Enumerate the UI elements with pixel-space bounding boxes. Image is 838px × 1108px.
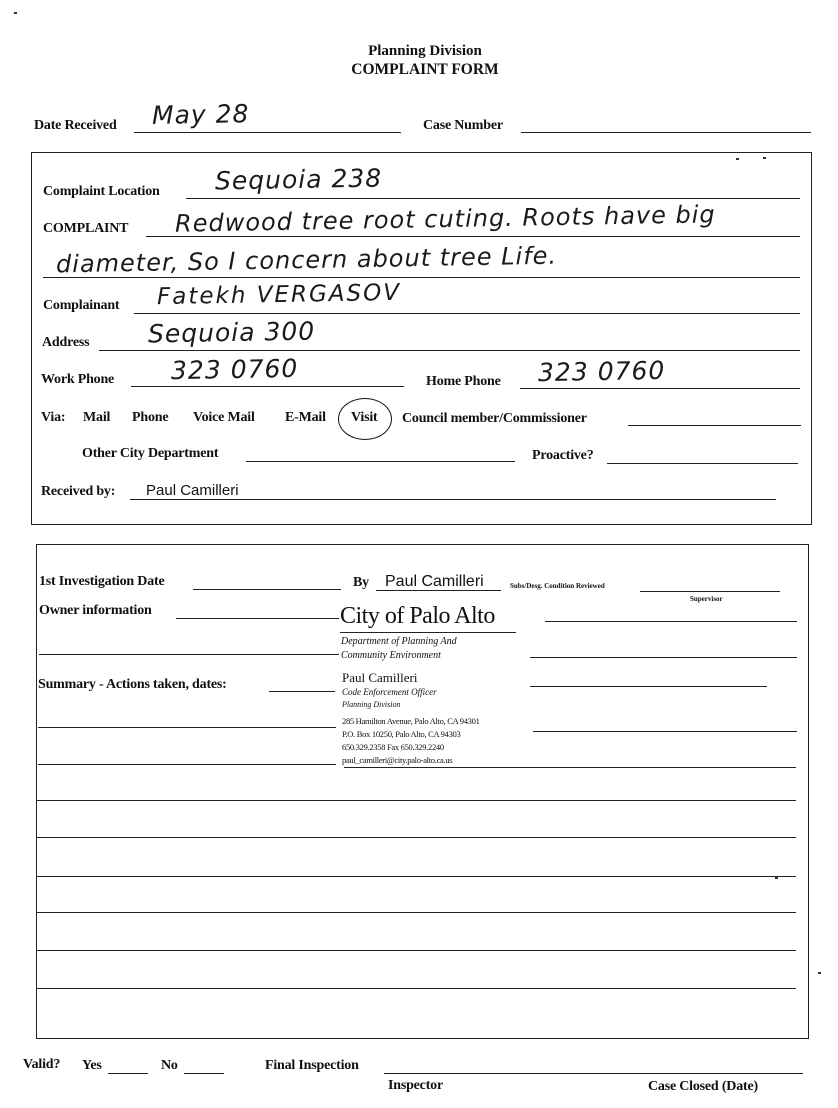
- proactive-label: Proactive?: [532, 448, 594, 463]
- final-inspection-label: Final Inspection: [265, 1058, 359, 1073]
- summary-label: Summary - Actions taken, dates:: [38, 677, 227, 692]
- supervisor-label: Supervisor: [690, 595, 723, 603]
- date-received-label: Date Received: [34, 118, 117, 133]
- complainant-line: [134, 313, 800, 314]
- valid-yes-label: Yes: [82, 1058, 102, 1073]
- valid-no-label: No: [161, 1058, 178, 1073]
- form-title: COMPLAINT FORM: [351, 61, 499, 78]
- by-value[interactable]: Paul Camilleri: [385, 573, 484, 590]
- card-address-2: P.O. Box 10250, Palo Alto, CA 94303: [342, 729, 461, 739]
- other-dept-line[interactable]: [246, 461, 515, 462]
- address-label: Address: [42, 335, 90, 350]
- card-rule: [340, 632, 516, 633]
- card-email: paul_camilleri@city.palo-alto.ca.us: [342, 755, 453, 765]
- via-phone-option[interactable]: Phone: [132, 410, 169, 425]
- scan-speck: [775, 877, 778, 879]
- card-org-name: City of Palo Alto: [340, 603, 495, 629]
- inspector-label: Inspector: [388, 1078, 443, 1093]
- case-number-label: Case Number: [423, 118, 503, 133]
- address-value[interactable]: Sequoia 300: [147, 316, 316, 349]
- card-address-1: 285 Hamilton Avenue, Palo Alto, CA 94301: [342, 716, 480, 726]
- valid-yes-line[interactable]: [108, 1073, 148, 1074]
- summary-line-right-0[interactable]: [530, 686, 767, 687]
- owner-info-line-2[interactable]: [39, 654, 339, 655]
- card-dept-line-2: Community Environment: [341, 650, 441, 661]
- via-email-option[interactable]: E-Mail: [285, 410, 326, 425]
- work-phone-value[interactable]: 323 0760: [170, 353, 299, 386]
- complaint-line-2: [43, 277, 800, 278]
- summary-line-6[interactable]: [36, 912, 796, 913]
- scan-speck: [14, 12, 17, 14]
- summary-line-0[interactable]: [269, 691, 335, 692]
- work-phone-line: [131, 386, 404, 387]
- by-label: By: [353, 575, 369, 590]
- subs-reviewed-line[interactable]: [640, 591, 780, 592]
- scan-speck: [736, 158, 739, 160]
- proactive-line[interactable]: [607, 463, 798, 464]
- complaint-location-label: Complaint Location: [43, 184, 160, 199]
- summary-line-3[interactable]: [36, 800, 796, 801]
- card-name: Paul Camilleri: [342, 670, 418, 685]
- via-label: Via:: [41, 410, 66, 425]
- summary-line-7[interactable]: [36, 950, 796, 951]
- date-received-value[interactable]: May 28: [151, 99, 250, 130]
- home-phone-value[interactable]: 323 0760: [537, 355, 666, 388]
- owner-info-line-right-1[interactable]: [545, 621, 797, 622]
- complaint-label: COMPLAINT: [43, 221, 129, 236]
- first-investigation-line[interactable]: [193, 589, 341, 590]
- other-dept-label: Other City Department: [82, 446, 219, 461]
- complaint-text-line-2[interactable]: diameter, So I concern about tree Life.: [55, 241, 558, 279]
- card-phone: 650.329.2358 Fax 650.329.2240: [342, 742, 444, 752]
- card-title: Code Enforcement Officer: [342, 687, 437, 697]
- summary-line-5[interactable]: [36, 876, 796, 877]
- visit-circle-mark: [338, 398, 392, 440]
- received-by-label: Received by:: [41, 484, 116, 499]
- first-investigation-label: 1st Investigation Date: [39, 574, 165, 589]
- case-closed-label: Case Closed (Date): [648, 1079, 758, 1094]
- work-phone-label: Work Phone: [41, 372, 115, 387]
- summary-line-1[interactable]: [38, 727, 336, 728]
- received-by-line: [130, 499, 776, 500]
- card-dept-line-1: Department of Planning And: [341, 636, 457, 647]
- complaint-location-line: [186, 198, 800, 199]
- valid-no-line[interactable]: [184, 1073, 224, 1074]
- via-visit-option[interactable]: Visit: [351, 410, 378, 425]
- complaint-text-line-1[interactable]: Redwood tree root cuting. Roots have big: [174, 200, 716, 238]
- received-by-value[interactable]: Paul Camilleri: [146, 482, 239, 499]
- subs-reviewed-label: Subs/Desg. Condition Reviewed: [510, 582, 605, 590]
- council-label: Council member/Commissioner: [402, 411, 587, 426]
- complaint-location-value[interactable]: Sequoia 238: [214, 163, 383, 196]
- address-line: [99, 350, 800, 351]
- card-division: Planning Division: [342, 700, 401, 709]
- final-inspection-line[interactable]: [384, 1073, 803, 1074]
- complainant-label: Complainant: [43, 298, 120, 313]
- council-line[interactable]: [628, 425, 801, 426]
- via-mail-option[interactable]: Mail: [83, 410, 111, 425]
- complainant-value[interactable]: Fatekh VERGASOV: [156, 279, 402, 311]
- date-received-line: [134, 132, 401, 133]
- case-number-field[interactable]: [521, 132, 811, 133]
- home-phone-line: [520, 388, 800, 389]
- via-voicemail-option[interactable]: Voice Mail: [193, 410, 255, 425]
- division-heading: Planning Division: [368, 43, 482, 59]
- home-phone-label: Home Phone: [426, 374, 501, 389]
- scan-speck: [763, 157, 766, 159]
- scan-speck: [818, 972, 821, 974]
- summary-line-right-1[interactable]: [533, 731, 797, 732]
- owner-info-line-1[interactable]: [176, 618, 339, 619]
- valid-label: Valid?: [23, 1057, 61, 1072]
- owner-info-label: Owner information: [39, 603, 152, 618]
- owner-info-line-right-2[interactable]: [530, 657, 797, 658]
- summary-line-8[interactable]: [36, 988, 796, 989]
- summary-line-right-2[interactable]: [344, 767, 796, 768]
- summary-line-4[interactable]: [36, 837, 796, 838]
- summary-line-2[interactable]: [38, 764, 336, 765]
